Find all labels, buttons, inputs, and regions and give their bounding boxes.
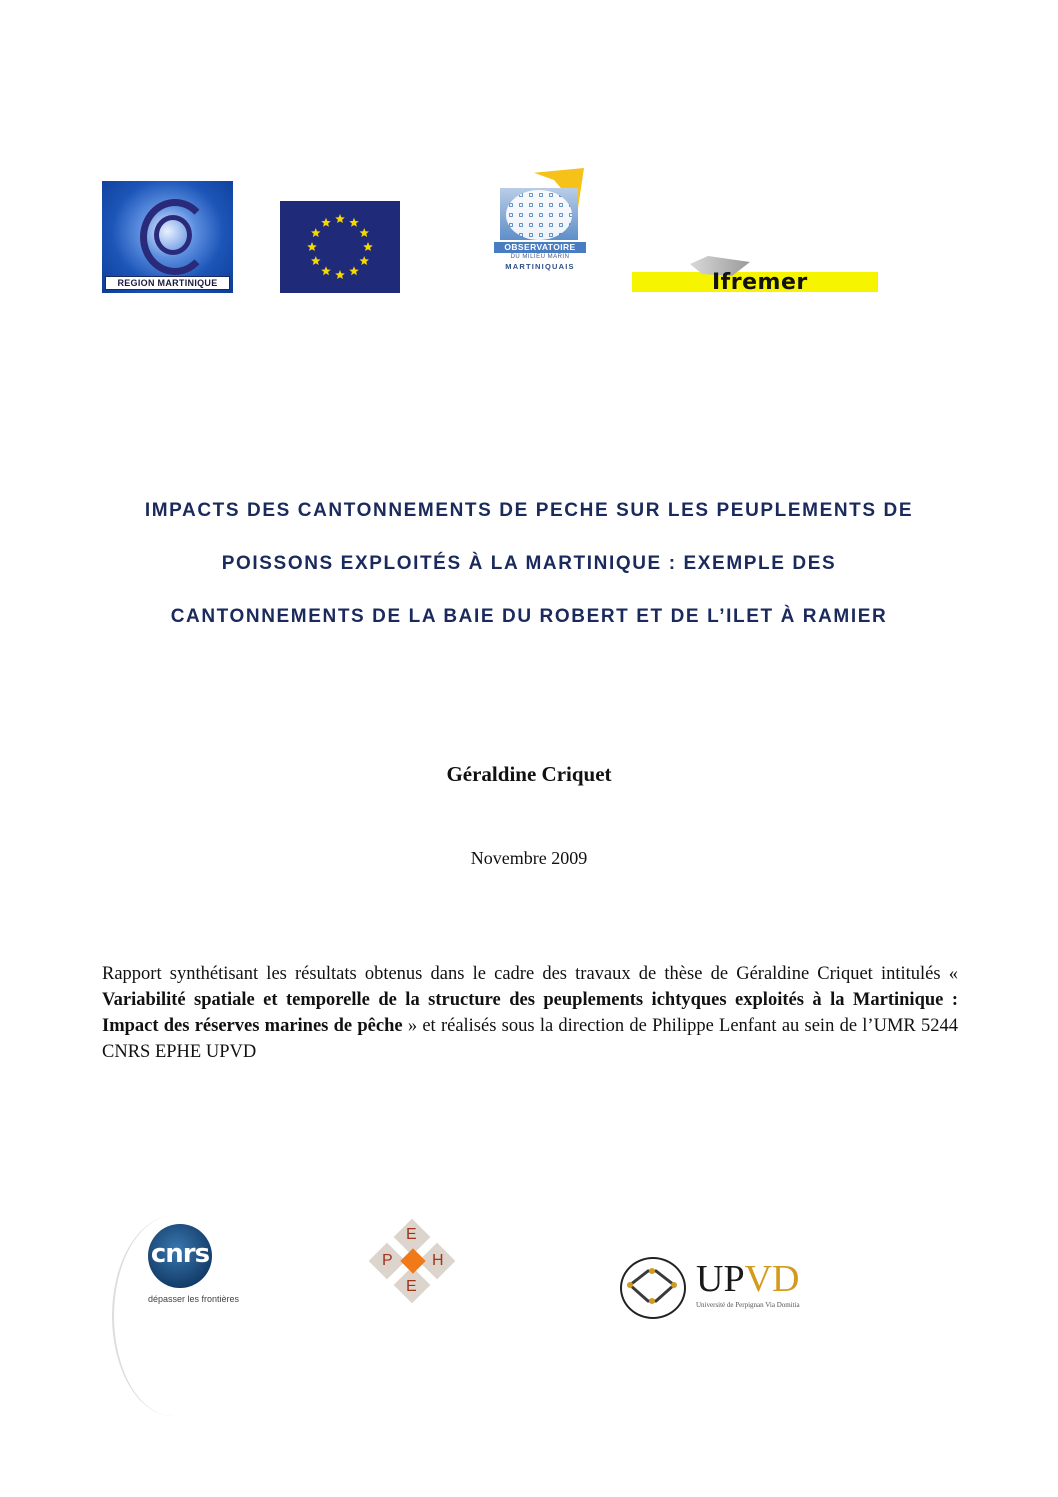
globe-dots <box>506 190 572 240</box>
ifremer-logo <box>632 256 878 294</box>
ephe-letter-bottom: E <box>406 1278 417 1295</box>
summary-end: » et réalisés sous la direction de Philippe Lenfant au sein de l’UMR 5244 CNRS EPHE UPVD <box>102 1016 958 1062</box>
upvd-logo <box>620 1255 820 1319</box>
observatoire-line1: OBSERVATOIRE <box>494 242 586 253</box>
eu-star-icon <box>349 218 359 227</box>
ifremer-text: Ifremer <box>712 270 808 295</box>
region-logo-text: REGION MARTINIQUE <box>105 276 230 290</box>
thesis-title: Variabilité spatiale et temporelle de la structure des peuplements ichtyques exploités à la Martinique : Impact des réserves marines de pêche <box>102 990 958 1036</box>
observatoire-logo <box>494 168 586 274</box>
summary-paragraph <box>102 961 958 1065</box>
eu-star-icon <box>363 242 373 251</box>
eu-star-icon <box>321 266 331 275</box>
eu-star-icon <box>349 266 359 275</box>
publication-date: Novembre 2009 <box>470 848 588 868</box>
title-line-1: IMPACTS DES CANTONNEMENTS DE PECHE SUR LES PEUPLEMENTS DE <box>144 500 914 521</box>
ephe-center-icon <box>400 1248 425 1273</box>
eu-star-icon <box>335 214 345 223</box>
eu-star-icon <box>335 270 345 279</box>
upvd-vd: VD <box>744 1258 800 1300</box>
author-name: Géraldine Criquet <box>446 762 612 786</box>
upvd-subtitle: Université de Perpignan Via Domitia <box>696 1301 800 1309</box>
eu-star-icon <box>311 256 321 265</box>
region-emblem-inner <box>154 215 192 255</box>
title-line-3: CANTONNEMENTS DE LA BAIE DU ROBERT ET DE L’ILET À RAMIER <box>170 606 888 627</box>
ephe-logo <box>360 1218 464 1304</box>
eu-flag-logo <box>280 201 400 293</box>
eu-star-icon <box>360 228 370 237</box>
ephe-letter-right: H <box>432 1252 444 1269</box>
cnrs-tagline: dépasser les frontières <box>148 1294 240 1304</box>
ephe-letter-left: P <box>382 1252 393 1269</box>
upvd-wordmark <box>696 1259 799 1299</box>
cnrs-logo <box>110 1216 280 1321</box>
upvd-emblem-icon <box>626 1263 678 1309</box>
summary-intro: Rapport synthétisant les résultats obtenus dans le cadre des travaux de thèse de Géraldine Criquet intitulés « <box>102 964 958 984</box>
eu-star-icon <box>307 242 317 251</box>
cnrs-disc: cnrs <box>148 1224 212 1288</box>
upvd-up: UP <box>696 1258 745 1300</box>
ephe-letter-top: E <box>406 1226 417 1243</box>
eu-star-icon <box>321 218 331 227</box>
document-title <box>60 497 998 656</box>
observatoire-line2: DU MILIEU MARIN <box>510 254 570 260</box>
region-martinique-logo <box>102 181 233 293</box>
eu-star-icon <box>311 228 321 237</box>
eu-stars-icon <box>280 201 400 293</box>
eu-star-icon <box>360 256 370 265</box>
title-line-2: POISSONS EXPLOITÉS À LA MARTINIQUE : EXEMPLE DES <box>221 553 837 574</box>
observatoire-line3: MARTINIQUAIS <box>505 262 575 271</box>
